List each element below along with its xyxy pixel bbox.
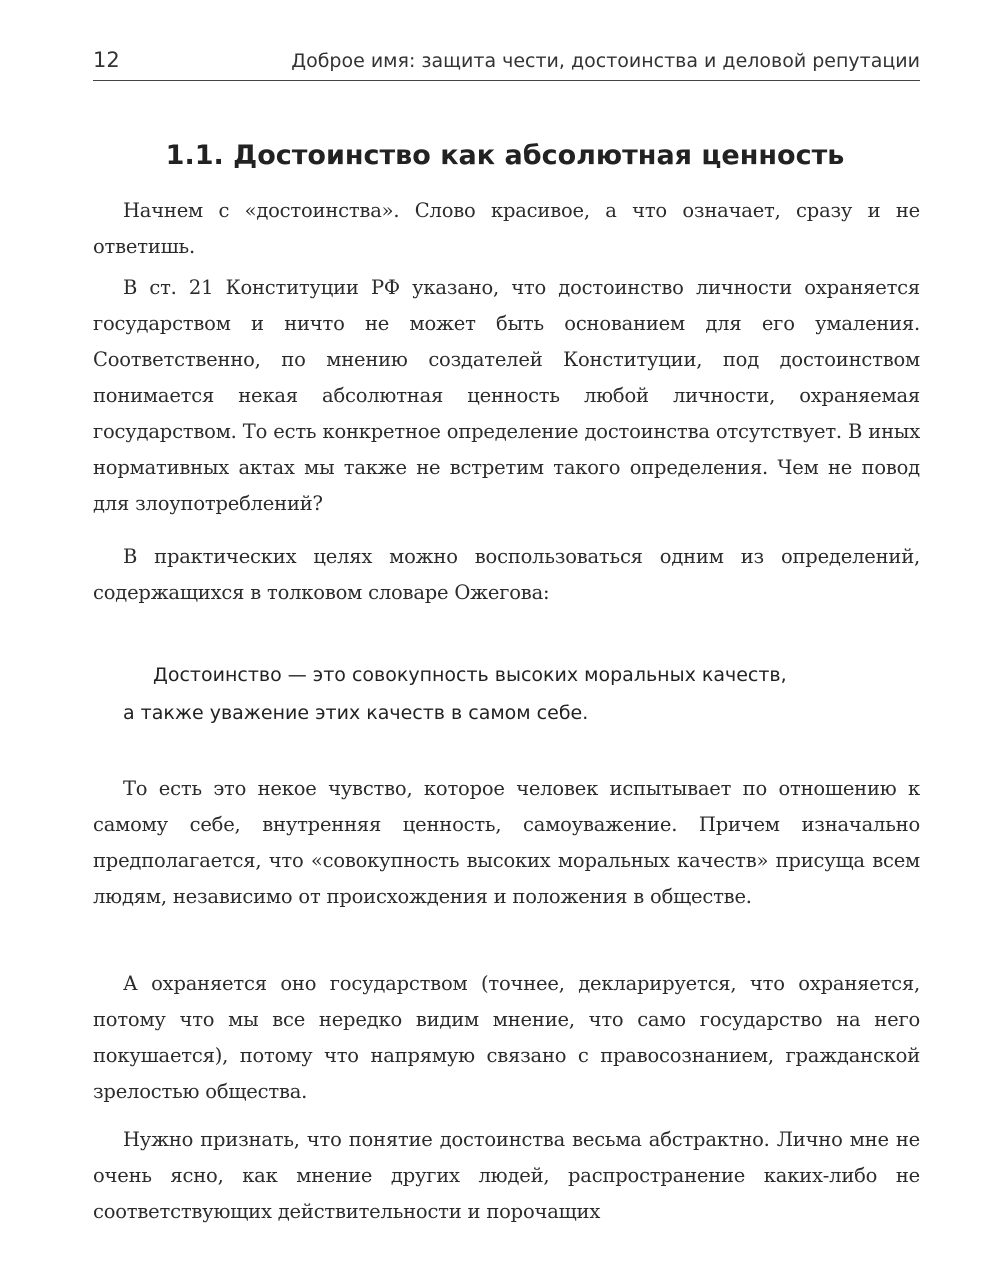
quote-line-2: а также уважение этих качеств в самом себе. <box>123 702 589 724</box>
running-header: Доброе имя: защита чести, достоинства и деловой репутации <box>291 50 920 72</box>
paragraph-6: Нужно признать, что понятие достоинства весьма абстрактно. Лично мне не очень ясно, как мнение других людей, распространение каких-либо не соответствующих действительности и порочащих <box>93 1128 920 1223</box>
quote-line-1: Достоинство — это совокупность высоких моральных качеств, <box>153 664 787 686</box>
page-number: 12 <box>93 48 120 72</box>
paragraph-5: А охраняется оно государством (точнее, декларируется, что охраняется, потому что мы все нередко видим мнение, что само государство на него покушается), потому что напрямую связано с правосознанием, гражданской зрелостью общества. <box>93 972 920 1103</box>
header-divider <box>93 80 920 81</box>
paragraph-4: То есть это некое чувство, которое человек испытывает по отношению к самому себе, внутренняя ценность, самоуважение. Причем изначально предполагается, что «совокупность высоких моральных качеств» присуща всем людям, независимо от происхождения и положения в обществе. <box>93 777 920 908</box>
definition-quote <box>123 656 893 732</box>
paragraph-3: В практических целях можно воспользоваться одним из определений, содержащихся в толковом словаре Ожегова: <box>93 545 920 604</box>
section-title: 1.1. Достоинство как абсолютная ценность <box>165 140 845 171</box>
paragraph-1: Начнем с «достоинства». Слово красивое, а что означает, сразу и не ответишь. <box>93 199 920 258</box>
paragraph-2: В ст. 21 Конституции РФ указано, что достоинство личности охраняется государством и ничто не может быть основанием для его умаления. Соответственно, по мнению создателей Конституции, под достоинством понимается некая абсолютная ценность любой личности, охраняемая государством. То есть конкретное определение достоинства отсутствует. В иных нормативных актах мы также не встретим такого определения. Чем не повод для злоупотреблений? <box>93 276 920 515</box>
